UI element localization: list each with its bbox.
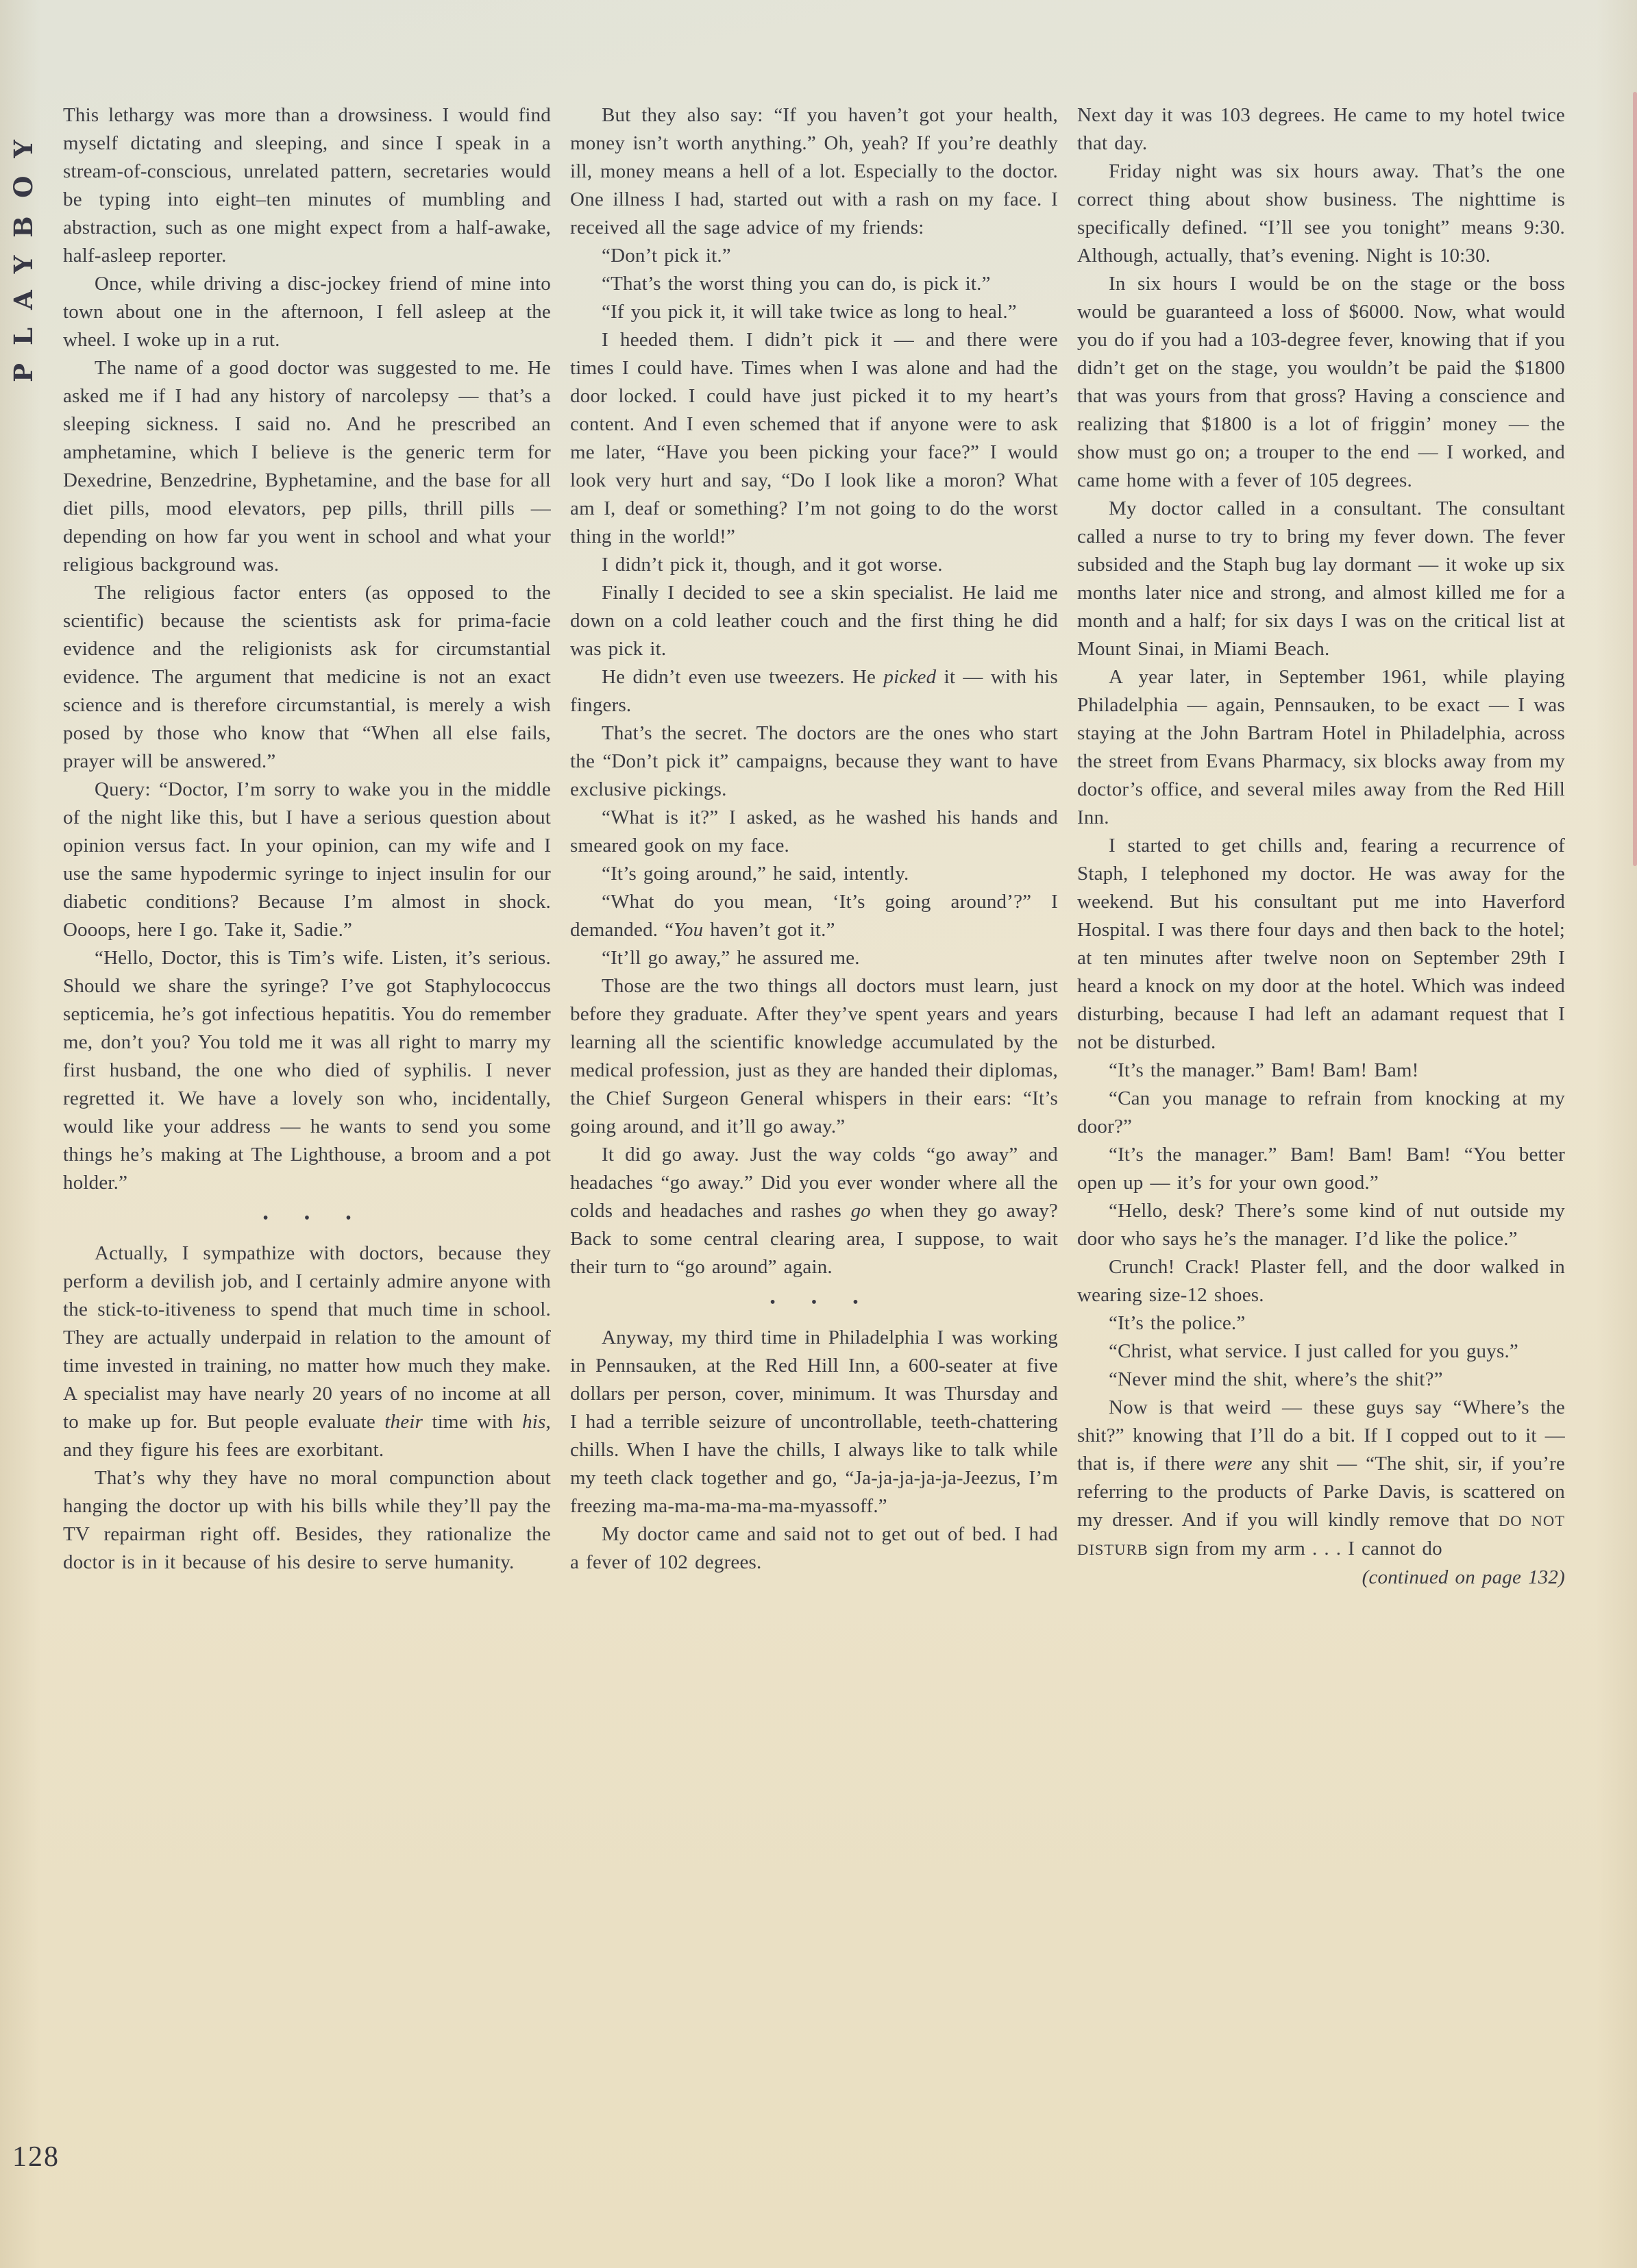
paragraph: “If you pick it, it will take twice as long to heal.” bbox=[602, 301, 1017, 323]
paragraph: It did go away. Just the way colds “go away” and headaches “go away.” Did you ever wonder where all the colds and headaches and rashes go when they go away? Back to some central clearing area, I suppose, to wait their turn to “go around” again. bbox=[570, 1144, 1058, 1278]
paragraph: Finally I decided to see a skin specialist. He laid me down on a cold leather couch and the first thing he did was pick it. bbox=[570, 582, 1058, 660]
paragraph: “It’s going around,” he said, intently. bbox=[602, 863, 909, 885]
paragraph: My doctor came and said not to get out of bed. I had a fever of 102 degrees. bbox=[570, 1523, 1058, 1573]
paragraph: “It’ll go away,” he assured me. bbox=[602, 947, 860, 969]
paragraph: I started to get chills and, fearing a recurrence of Staph, I telephoned my doctor. He was away for the weekend. But his consultant put me into Haverford Hospital. I was there four days and then back to the hotel; at ten minutes after twelve noon on September 29th I heard a knock on my door at the hotel. Which was indeed disturbing, because I had left an adamant request that I not be disturbed. bbox=[1077, 835, 1565, 1053]
paragraph: “Can you manage to refrain from knocking at my door?” bbox=[1077, 1087, 1565, 1137]
paragraph: “Christ, what service. I just called for you guys.” bbox=[1109, 1340, 1518, 1362]
paragraph: Those are the two things all doctors must learn, just before they graduate. After they’ve spent years and years learning all the scientific knowledge accumulated by the medical profession, just as they are handed their diplomas, the Chief Surgeon General whispers in their ears: “It’s going around, and it’ll go away.” bbox=[570, 975, 1058, 1137]
paragraph: “That’s the worst thing you can do, is pick it.” bbox=[602, 273, 991, 295]
paragraph: That’s why they have no moral compunction about hanging the doctor up with his bills while they’ll pay the TV repairman right off. Besides, they rationalize the doctor is in it because of his desire to serve humanity. bbox=[63, 1467, 551, 1573]
paragraph: Query: “Doctor, I’m sorry to wake you in the middle of the night like this, but I have a serious question about opinion versus fact. In your opinion, can my wife and I use the same hypodermic syringe to inject insulin for our diabetic conditions? Because I’m almost in shock. Oooops, here I go. Take it, Sadie.” bbox=[63, 778, 551, 941]
page-edge-tint bbox=[1633, 92, 1637, 866]
paragraph: “What do you mean, ‘It’s going around’?” I demanded. “You haven’t got it.” bbox=[570, 891, 1058, 941]
page-number: 128 bbox=[12, 2141, 60, 2173]
paragraph: “It’s the manager.” Bam! Bam! Bam! bbox=[1109, 1059, 1419, 1081]
paragraph: Friday night was six hours away. That’s the one correct thing about show business. The nighttime is specifically defined. “I’ll see you tonight” means 9:30. Although, actually, that’s evening. Night is 10:30. bbox=[1077, 160, 1565, 267]
paragraph: Next day it was 103 degrees. He came to my hotel twice that day. bbox=[1077, 104, 1565, 154]
text-column-1 bbox=[63, 101, 551, 1577]
text-column-2 bbox=[570, 101, 1058, 1577]
paragraph: Now is that weird — these guys say “Where’s the shit?” knowing that I’ll do a bit. If I copped out to it — that is, if there were any shit — “The shit, sir, if you’re referring to the products of Parke Davis, is scattered on my dresser. And if you will kindly remove that DO NOT DISTURB sign from my arm . . . I cannot do bbox=[1077, 1396, 1565, 1560]
paragraph: “Hello, Doctor, this is Tim’s wife. Listen, it’s serious. Should we share the syringe? I’ve got Staphylococcus septicemia, he’s got infectious hepatitis. You do remember me, don’t you? You told me it was all right to marry my first husband, the one who died of syphilis. I never regretted it. We have a lovely son who, incidentally, would like your address — he wants to send you some things he’s making at The Lighthouse, a broom and a pot holder.” bbox=[63, 947, 551, 1194]
section-separator: • • • bbox=[262, 1209, 352, 1227]
paragraph: “It’s the police.” bbox=[1109, 1312, 1246, 1334]
paragraph: He didn’t even use tweezers. He picked it — with his fingers. bbox=[570, 666, 1058, 716]
paragraph: Actually, I sympathize with doctors, because they perform a devilish job, and I certainly admire anyone with the stick-to-itiveness to spend that much time in school. They are actually underpaid in relation to the amount of time invested in training, no matter how much they make. A specialist may have nearly 20 years of no income at all to make up for. But people evaluate their time with his, and they figure his fees are exorbitant. bbox=[63, 1242, 551, 1461]
paragraph: “What is it?” I asked, as he washed his hands and smeared gook on my face. bbox=[570, 806, 1058, 856]
paragraph: Crunch! Crack! Plaster fell, and the door walked in wearing size-12 shoes. bbox=[1077, 1256, 1565, 1306]
paragraph: “Never mind the shit, where’s the shit?” bbox=[1109, 1368, 1443, 1390]
paragraph: I heeded them. I didn’t pick it — and there were times I could have. Times when I was alone and had the door locked. I could have just picked it to my heart’s content. And I even schemed that if anyone were to ask me later, “Have you been picking your face?” I would look very hurt and say, “Do I look like a moron? What am I, deaf or something? I’m not going to do the worst thing in the world!” bbox=[570, 329, 1058, 547]
paragraph: “It’s the manager.” Bam! Bam! Bam! “You better open up — it’s for your own good.” bbox=[1077, 1144, 1565, 1194]
paragraph: The religious factor enters (as opposed to the scientific) because the scientists ask for prima-facie evidence and the religionists ask for circumstantial evidence. The argument that medicine is not an exact science and is therefore circumstantial, is merely a wish posed by those who know that “When all else fails, prayer will be answered.” bbox=[63, 582, 551, 772]
paragraph: Anyway, my third time in Philadelphia I was working in Pennsauken, at the Red Hill Inn, a 600-seater at five dollars per person, cover, minimum. It was Thursday and I had a terrible seizure of uncontrollable, teeth-chattering chills. When I have the chills, I always like to talk while my teeth clack together and go, “Ja-ja-ja-ja-ja-Jeezus, I’m freezing ma-ma-ma-ma-ma-myassoff.” bbox=[570, 1327, 1058, 1517]
paragraph: In six hours I would be on the stage or the boss would be guaranteed a loss of $6000. Now, what would you do if you had a 103-degree fever, knowing that if you didn’t get on the stage, you wouldn’t be paid the $1800 that was yours from that gross? Having a conscience and realizing that $1800 is a lot of friggin’ money — the show must go on; a trouper to the end — I worked, and came home with a fever of 105 degrees. bbox=[1077, 273, 1565, 491]
paragraph: But they also say: “If you haven’t got your health, money isn’t worth anything.” Oh, yeah? If you’re deathly ill, money means a hell of a lot. Especially to the doctor. One illness I had, started out with a rash on my face. I received all the sage advice of my friends: bbox=[570, 104, 1058, 238]
text-column-3 bbox=[1077, 101, 1565, 1592]
paragraph: A year later, in September 1961, while playing Philadelphia — again, Pennsauken, to be exact — I was staying at the John Bartram Hotel in Philadelphia, across the street from Evans Pharmacy, six blocks away from my doctor’s office, and several miles away from the Red Hill Inn. bbox=[1077, 666, 1565, 828]
paragraph: That’s the secret. The doctors are the ones who start the “Don’t pick it” campaigns, because they want to have exclusive pickings. bbox=[570, 722, 1058, 800]
paragraph: The name of a good doctor was suggested to me. He asked me if I had any history of narcolepsy — that’s a sleeping sickness. I said no. And he prescribed an amphetamine, which I believe is the generic term for Dexedrine, Benzedrine, Byphetamine, and the base for all diet pills, mood elevators, pep pills, thrill pills — depending on how far you went in school and what your religious background was. bbox=[63, 357, 551, 576]
paragraph: “Hello, desk? There’s some kind of nut outside my door who says he’s the manager. I’d like the police.” bbox=[1077, 1200, 1565, 1250]
paragraph: Once, while driving a disc-jockey friend of mine into town about one in the afternoon, I fell asleep at the wheel. I woke up in a rut. bbox=[63, 273, 551, 351]
magazine-spine-title: PLAYBOY bbox=[8, 122, 38, 382]
continued-note: (continued on page 132) bbox=[1362, 1566, 1565, 1588]
paragraph: My doctor called in a consultant. The consultant called a nurse to try to bring my fever down. The fever subsided and the Staph bug lay dormant — it woke up six months later nice and strong, and almost killed me for a month and a half; for six days I was on the critical list at Mount Sinai, in Miami Beach. bbox=[1077, 497, 1565, 660]
paragraph: This lethargy was more than a drowsiness. I would find myself dictating and sleeping, and since I speak in a stream-of-conscious, unrelated pattern, secretaries would be typing into eight–ten minutes of mumbling and abstraction, such as one might expect from a half-awake, half-asleep reporter. bbox=[63, 104, 551, 267]
section-separator: • • • bbox=[770, 1294, 859, 1311]
paragraph: I didn’t pick it, though, and it got worse. bbox=[602, 554, 943, 576]
paragraph: “Don’t pick it.” bbox=[602, 245, 731, 267]
